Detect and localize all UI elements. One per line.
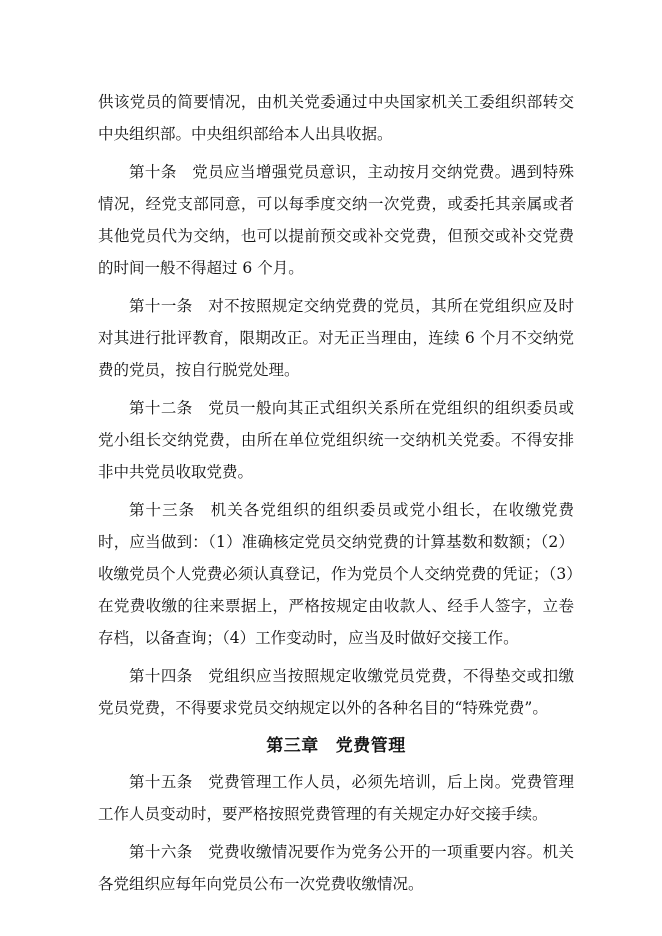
article-10	[98, 156, 574, 284]
article-number: 第十四条	[129, 667, 193, 685]
article-text: 党员一般向其正式组织关系所在党组织的组织委员或党小组长交纳党费，由所在单位党组织统一交纳机关党委。不得安排非中共党员收取党费。	[98, 399, 574, 481]
article-number: 第十五条	[129, 773, 193, 791]
article-16	[98, 836, 574, 900]
article-14	[98, 660, 574, 724]
article-13	[98, 494, 574, 654]
article-text: 机关各党组织的组织委员或党小组长，在收缴党费时，应当做到：（1）准确核定党员交纳党费的计算基数和数额；（2）收缴党员个人党费必须认真登记，作为党员个人交纳党费的凭证；（3）在党费收缴的往来票据上，严格按规定由收款人、经手人签字，立卷存档，以备查询；（4）工作变动时，应当及时做好交接工作。	[98, 501, 574, 647]
article-number: 第十六条	[129, 843, 193, 861]
article-text: 党组织应当按照规定收缴党员党费，不得垫交或扣缴党员党费，不得要求党员交纳规定以外的各种名目的“特殊党费”。	[98, 667, 574, 717]
article-text: 对不按照规定交纳党费的党员，其所在党组织应及时对其进行批评教育，限期改正。对无正当理由，连续 6 个月不交纳党费的党员，按自行脱党处理。	[98, 297, 574, 379]
article-number: 第十三条	[129, 501, 196, 519]
article-number: 第十条	[129, 163, 177, 181]
chapter-number: 第三章	[266, 736, 319, 756]
article-12	[98, 392, 574, 488]
document-page	[98, 86, 574, 906]
continuation-paragraph: 供该党员的简要情况，由机关党委通过中央国家机关工委组织部转交中央组织部。中央组织部给本人出具收据。	[98, 93, 574, 143]
article-text: 党费管理工作人员，必须先培训，后上岗。党费管理工作人员变动时，要严格按照党费管理的有关规定办好交接手续。	[98, 773, 574, 823]
article-15	[98, 766, 574, 830]
chapter-title: 党费管理	[335, 736, 406, 756]
chapter-heading	[98, 730, 574, 762]
article-number: 第十二条	[129, 399, 193, 417]
article-11	[98, 290, 574, 386]
article-text: 党费收缴情况要作为党务公开的一项重要内容。机关各党组织应每年向党员公布一次党费收缴情况。	[98, 843, 574, 893]
article-number: 第十一条	[129, 297, 193, 315]
article-text: 党员应当增强党员意识，主动按月交纳党费。遇到特殊情况，经党支部同意，可以每季度交纳一次党费，或委托其亲属或者其他党员代为交纳，也可以提前预交或补交党费，但预交或补交党费的时间一般不得超过 6 个月。	[98, 163, 574, 277]
